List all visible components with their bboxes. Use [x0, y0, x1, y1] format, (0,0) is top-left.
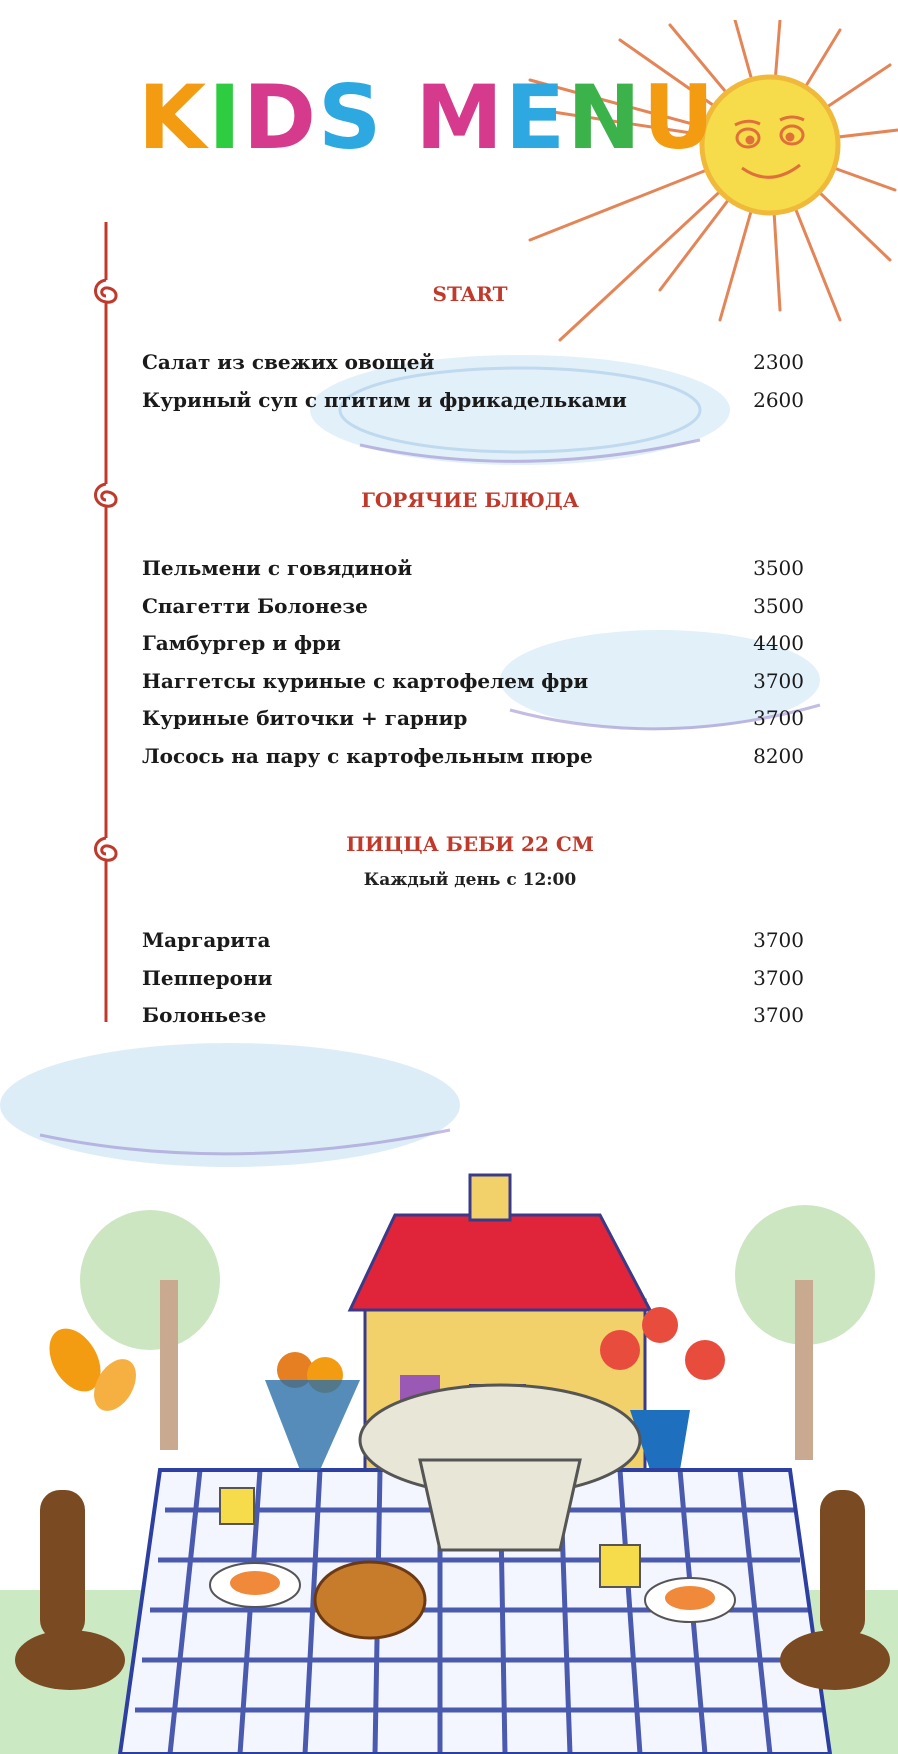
- title-letter: K: [138, 66, 209, 169]
- menu-title: [138, 68, 716, 168]
- title-letter: U: [642, 66, 717, 169]
- menu-item-price: 4400: [753, 631, 804, 655]
- section-title: ГОРЯЧИЕ БЛЮДА: [361, 488, 579, 512]
- menu-item-name: Салат из свежих овощей: [142, 350, 435, 374]
- picnic-illustration: [0, 1170, 898, 1754]
- menu-item: [142, 556, 804, 590]
- menu-item-name: Гамбургер и фри: [142, 631, 341, 655]
- menu-item-name: Спагетти Болонезе: [142, 593, 368, 618]
- menu-item-price: 3700: [753, 706, 804, 730]
- menu-item: [142, 1003, 804, 1037]
- menu-item-price: 3500: [753, 593, 804, 618]
- menu-item: [142, 350, 804, 384]
- menu-item-price: 2600: [753, 387, 804, 412]
- menu-item-price: 2300: [753, 350, 804, 374]
- menu-item: [142, 928, 804, 962]
- menu-item-name: Пельмени с говядиной: [142, 556, 413, 580]
- menu-item-name: Лосось на пару с картофельным пюре: [142, 743, 593, 768]
- menu-item-price: 3700: [753, 928, 804, 952]
- decorative-border: [0, 0, 140, 1030]
- menu-item-price: 3700: [753, 668, 804, 693]
- menu-item-price: 3700: [753, 965, 804, 990]
- menu-item: [142, 706, 804, 740]
- title-letter: D: [242, 66, 318, 169]
- menu-item: [142, 631, 804, 665]
- title-letter: E: [504, 66, 568, 169]
- menu-item-name: Пепперони: [142, 965, 273, 990]
- title-letter: M: [415, 66, 505, 169]
- title-letter: N: [567, 66, 643, 169]
- menu-item: [142, 966, 804, 1000]
- menu-item-name: Наггетсы куриные с картофелем фри: [142, 668, 589, 693]
- menu-item-name: Болоньезе: [142, 1003, 267, 1027]
- menu-item-name: Маргарита: [142, 928, 271, 952]
- menu-item-price: 8200: [753, 743, 804, 768]
- menu-item: [142, 594, 804, 628]
- menu-item: [142, 388, 804, 422]
- menu-item: [142, 669, 804, 703]
- title-letter: I: [208, 66, 243, 169]
- menu-item: [142, 744, 804, 778]
- section-title: ПИЦЦА БЕБИ 22 СМ: [346, 832, 594, 856]
- menu-item-name: Куриные биточки + гарнир: [142, 706, 468, 730]
- section-subtitle: Каждый день с 12:00: [363, 870, 577, 890]
- title-letter: S: [318, 66, 384, 169]
- section-title: START: [432, 282, 508, 306]
- menu-item-price: 3700: [753, 1003, 804, 1027]
- menu-item-price: 3500: [753, 556, 804, 580]
- menu-item-name: Куриный суп с птитим и фрикадельками: [142, 387, 627, 412]
